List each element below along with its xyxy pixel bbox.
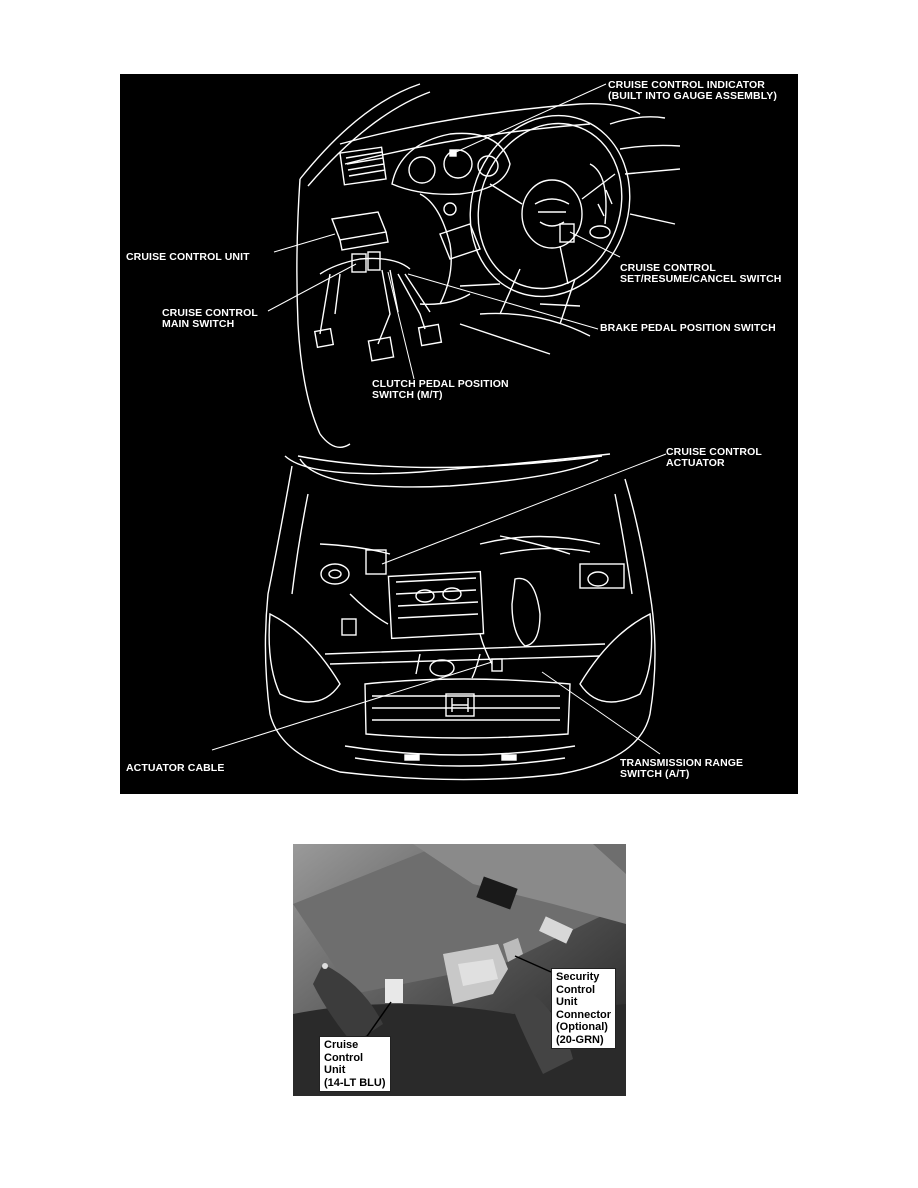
label-brake-pedal-position-switch: BRAKE PEDAL POSITION SWITCH xyxy=(600,322,776,334)
label-cruise-control-actuator: CRUISE CONTROL ACTUATOR xyxy=(666,446,762,469)
callout-cruise-control-unit: Cruise Control Unit (14-LT BLU) xyxy=(319,1036,391,1092)
label-cruise-control-unit: CRUISE CONTROL UNIT xyxy=(126,251,250,263)
label-cruise-control-indicator: CRUISE CONTROL INDICATOR (BUILT INTO GAUGE ASSEMBLY) xyxy=(608,79,777,102)
line-drawing xyxy=(120,74,798,794)
engine-bay-drawing xyxy=(265,454,655,780)
connector-location-photo xyxy=(293,844,626,1096)
callout-security-control-unit-connector: Security Control Unit Connector (Optional) (20-GRN) xyxy=(551,968,616,1049)
label-transmission-range-switch: TRANSMISSION RANGE SWITCH (A/T) xyxy=(620,757,744,780)
component-location-diagram xyxy=(120,74,798,794)
label-cruise-control-main-switch: CRUISE CONTROL MAIN SWITCH xyxy=(162,307,258,330)
leader-lines xyxy=(212,84,666,754)
label-set-resume-cancel-switch: CRUISE CONTROL SET/RESUME/CANCEL SWITCH xyxy=(620,262,782,285)
label-actuator-cable: ACTUATOR CABLE xyxy=(126,762,225,774)
label-clutch-pedal-position-switch: CLUTCH PEDAL POSITION SWITCH (M/T) xyxy=(372,378,509,401)
